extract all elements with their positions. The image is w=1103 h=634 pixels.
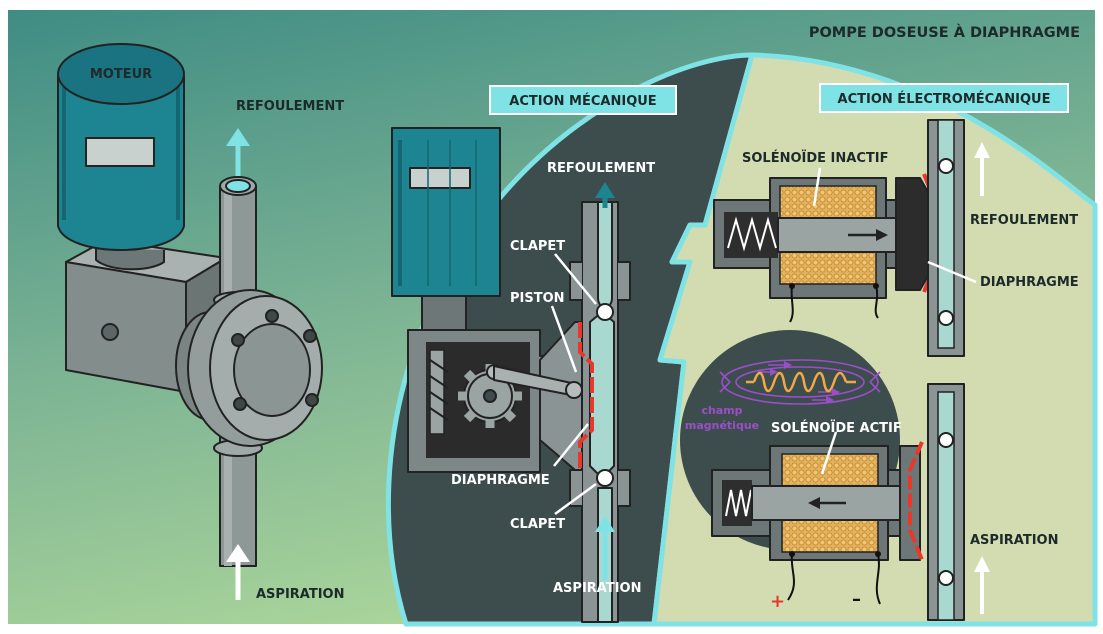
solenoid-inactive-label: SOLÉNOÏDE INACTIF [742,151,889,166]
mech-valve-top-icon [597,304,613,320]
coil-active-top [782,454,878,486]
positive-terminal: + [770,591,786,612]
mech-valve-bottom-label: CLAPET [510,517,566,532]
mech-inlet-label: ASPIRATION [553,581,642,596]
overview-outlet-label: REFOULEMENT [236,99,345,114]
negative-terminal: – [852,589,861,610]
mech-valve-bottom-icon [597,470,613,486]
coil-inactive-top [780,186,876,218]
mech-outlet-label: REFOULEMENT [547,161,656,176]
mech-valve-top-label: CLAPET [510,239,566,254]
overview-motor-label: MOTEUR [89,67,153,82]
mech-piston-label: PISTON [510,291,565,306]
overview-inlet-label: ASPIRATION [256,587,345,602]
electro-outlet-label: REFOULEMENT [970,213,1079,228]
coil-inactive-bottom [780,252,876,284]
electro-inlet-label: ASPIRATION [970,533,1059,548]
solenoid-active-label: SOLÉNOÏDE ACTIF [771,421,902,436]
magnetic-field-label-2: magnétique [684,419,760,432]
mech-diaphragm-label: DIAPHRAGME [451,473,550,488]
page-title: POMPE DOSEUSE À DIAPHRAGME [808,25,1080,41]
electromechanical-header: ACTION ÉLECTROMÉCANIQUE [837,92,1051,107]
coil-active-bottom [782,520,878,552]
electro-diaphragm-label: DIAPHRAGME [980,275,1079,290]
mechanical-header: ACTION MÉCANIQUE [509,94,657,109]
mech-motor-icon [392,128,500,296]
magnetic-field-label-1: champ [701,404,743,417]
